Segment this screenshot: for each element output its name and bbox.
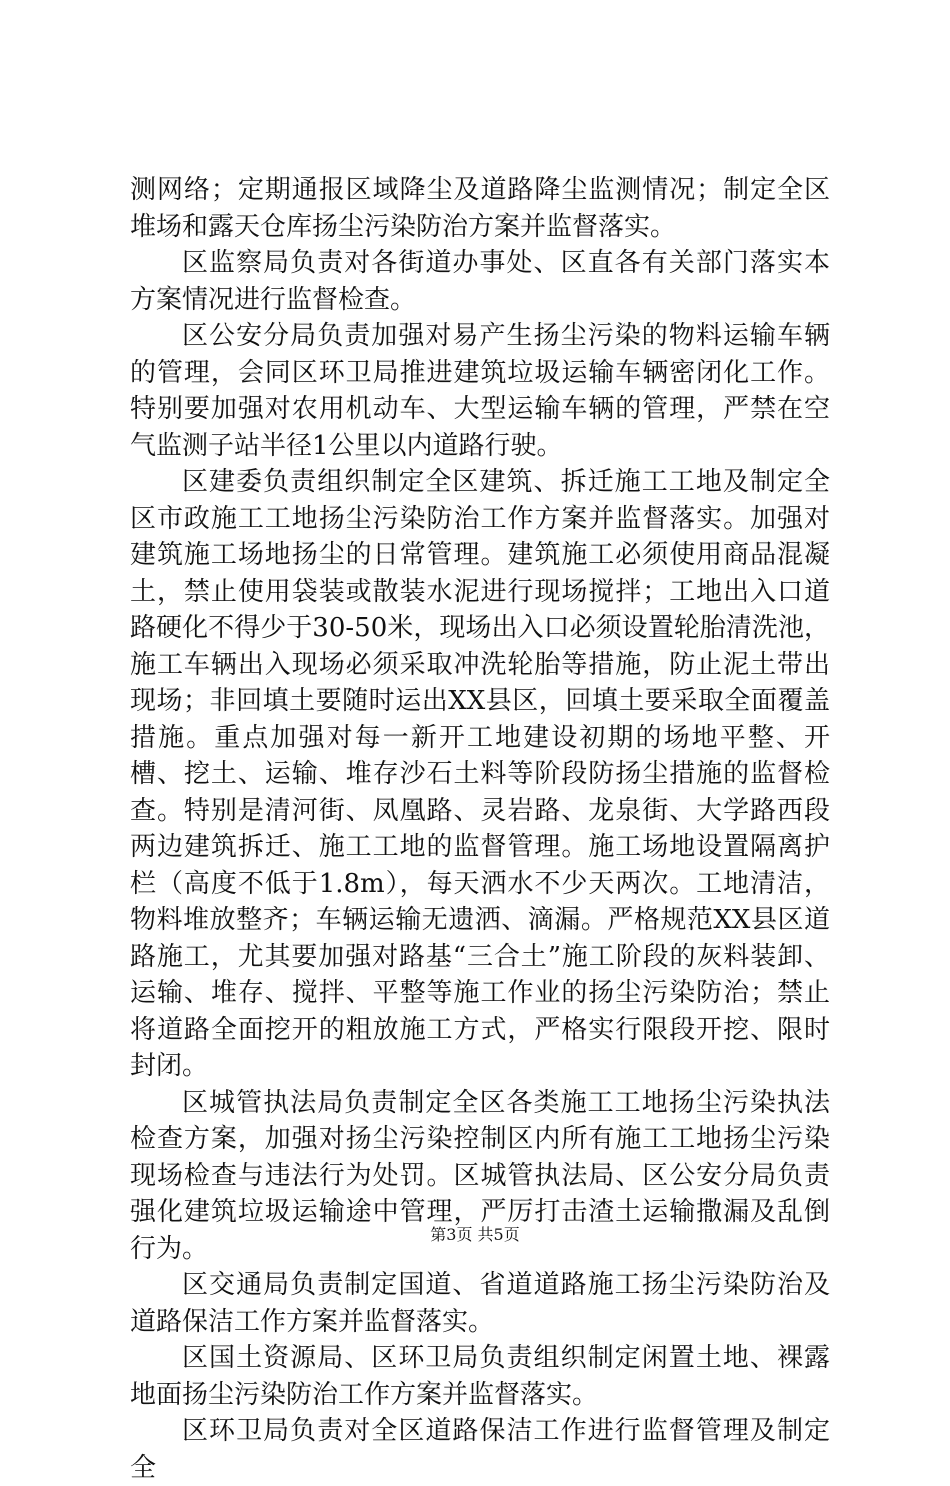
paragraph-public-security: 区公安分局负责加强对易产生扬尘污染的物料运输车辆的管理，会同区环卫局推进建筑垃圾运输车辆密闭化工作。特别要加强对农用机动车、大型运输车辆的管理，严禁在空气监测子站半径1公里以内道路行驶。 <box>130 321 830 461</box>
paragraph-sanitation-bureau: 区环卫局负责对全区道路保洁工作进行监督管理及制定全 <box>130 1416 830 1483</box>
paragraph-continuation: 测网络；定期通报区域降尘及道路降尘监测情况；制定全区堆场和露天仓库扬尘污染防治方案并监督落实。 <box>130 175 830 242</box>
paragraph-transport-bureau: 区交通局负责制定国道、省道道路施工扬尘污染防治及道路保洁工作方案并监督落实。 <box>130 1270 830 1337</box>
paragraph-land-resources: 区国土资源局、区环卫局负责组织制定闲置土地、裸露地面扬尘污染防治工作方案并监督落实。 <box>130 1343 830 1410</box>
document-body <box>130 172 830 1486</box>
page-footer: 第3页 共5页 <box>430 1225 520 1244</box>
paragraph-supervision-bureau: 区监察局负责对各街道办事处、区直各有关部门落实本方案情况进行监督检查。 <box>130 248 830 315</box>
paragraph-urban-management: 区城管执法局负责制定全区各类施工工地扬尘污染执法检查方案，加强对扬尘污染控制区内所有施工工地扬尘污染现场检查与违法行为处罚。区城管执法局、区公安分局负责强化建筑垃圾运输途中管理，严厉打击渣土运输撒漏及乱倒行为。 <box>130 1087 830 1264</box>
paragraph-construction-committee: 区建委负责组织制定全区建筑、拆迁施工工地及制定全区市政施工工地扬尘污染防治工作方案并监督落实。加强对建筑施工场地扬尘的日常管理。建筑施工必须使用商品混凝土，禁止使用袋装或散装水泥进行现场搅拌；工地出入口道路硬化不得少于30-50米，现场出入口必须设置轮胎清洗池，施工车辆出入现场必须采取冲洗轮胎等措施，防止泥土带出现场；非回填土要随时运出XX县区，回填土要采取全面覆盖措施。重点加强对每一新开工地建设初期的场地平整、开槽、挖土、运输、堆存沙石土料等阶段防扬尘措施的监督检查。特别是清河街、凤凰路、灵岩路、龙泉街、大学路西段两边建筑拆迁、施工工地的监督管理。施工场地设置隔离护栏（高度不低于1.8m），每天洒水不少天两次。工地清洁，物料堆放整齐；车辆运输无遗洒、滴漏。严格规范XX县区道路施工，尤其要加强对路基“三合土”施工阶段的灰料装卸、运输、堆存、搅拌、平整等施工作业的扬尘污染防治；禁止将道路全面挖开的粗放施工方式，严格实行限段开挖、限时封闭。 <box>130 467 830 1081</box>
